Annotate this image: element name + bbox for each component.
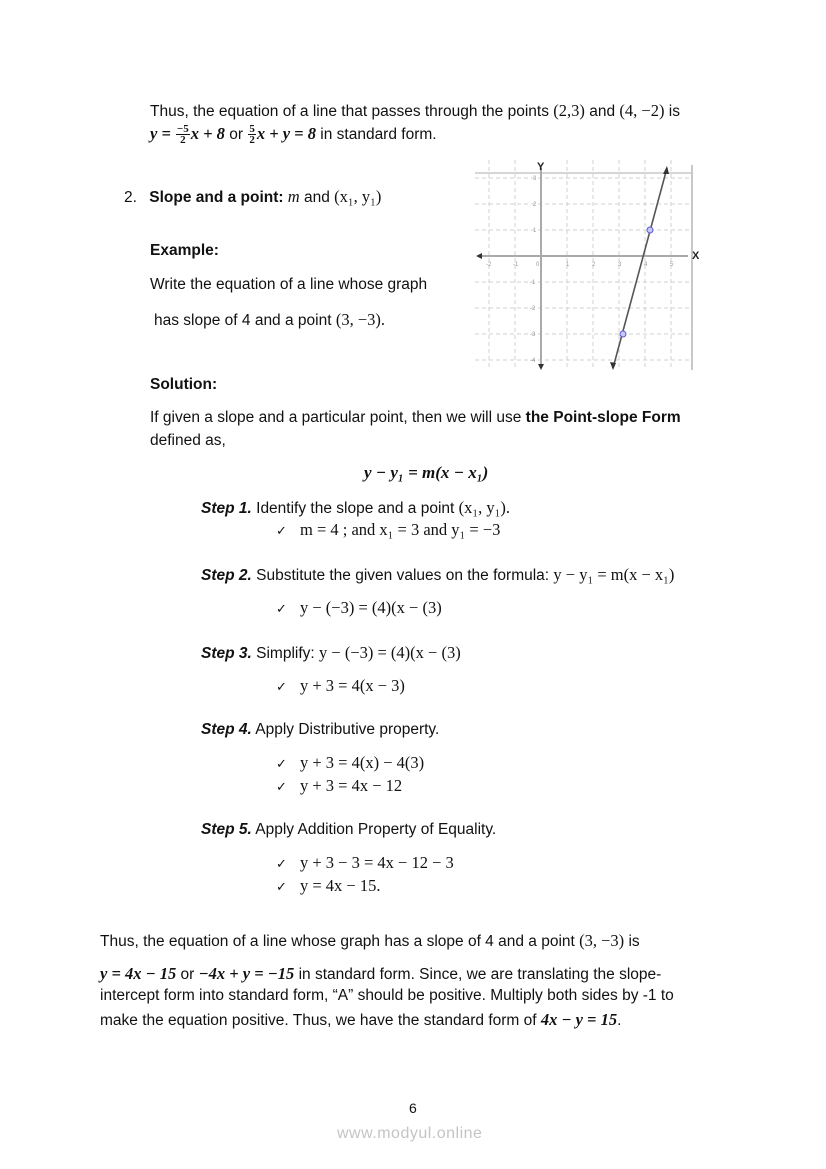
step-5-check-2: ✓ y = 4x − 15. <box>276 876 381 895</box>
step-5: Step 5. Apply Addition Property of Equality. <box>201 821 497 838</box>
step-4-check-1: ✓ y + 3 = 4(x) − 4(3) <box>276 753 425 772</box>
svg-text:2: 2 <box>592 262 596 268</box>
conclusion-line-4: make the equation positive. Thus, we have the standard form of 4x − y = 15. <box>100 1010 622 1029</box>
checkmark-icon: ✓ <box>276 680 287 695</box>
checkmark-icon: ✓ <box>276 602 287 617</box>
checkmark-icon: ✓ <box>276 757 287 772</box>
step-1: Step 1. Identify the slope and a point (x₁, y₁). <box>201 498 511 517</box>
step-2: Step 2. Substitute the given values on the formula: y − y₁ = m(x − x₁) <box>201 565 675 584</box>
point-slope-formula: y − y₁ = m(x − x₁) <box>364 463 489 482</box>
step-1-check: ✓ m = 4 ; and x₁ = 3 and y₁ = −3 <box>276 520 501 539</box>
example-heading: Example: <box>150 242 219 259</box>
intro-line-2: y = $\frac{-5}{2}$ x + 8 or $\frac{5}{2}$ x + y = 8 in standard form. <box>150 123 437 147</box>
step-4-check-2: ✓ y + 3 = 4x − 12 <box>276 776 403 795</box>
point-b: (4, −2) <box>619 101 665 120</box>
watermark: www.modyul.online <box>337 1125 483 1142</box>
coordinate-plane-svg <box>470 160 710 375</box>
step-3: Step 3. Simplify: y − (−3) = (4)(x − (3) <box>201 643 461 662</box>
svg-text:5: 5 <box>670 262 674 268</box>
svg-text:1: 1 <box>533 228 537 234</box>
solution-line-2: defined as, <box>150 432 226 449</box>
section-heading: 2. Slope and a point: m and (x₁, y₁) <box>124 187 382 206</box>
solution-line-1: If given a slope and a particular point, then we will use the Point-slope Form <box>150 409 681 426</box>
step-5-check-1: ✓ y + 3 − 3 = 4x − 12 − 3 <box>276 853 454 872</box>
step-3-check: ✓ y + 3 = 4(x − 3) <box>276 676 405 695</box>
solution-heading: Solution: <box>150 376 218 393</box>
svg-text:3: 3 <box>618 262 622 268</box>
conclusion-line-2: y = 4x − 15 or −4x + y = −15 in standard form. Since, we are translating the slope- <box>100 964 662 983</box>
step-2-check: ✓ y − (−3) = (4)(x − (3) <box>276 598 442 617</box>
svg-text:0: 0 <box>536 262 540 268</box>
point-a: (2,3) <box>553 101 585 120</box>
fraction-5-over-2: $\frac{5}{2}$ <box>249 123 255 147</box>
checkmark-icon: ✓ <box>276 857 287 872</box>
checkmark-icon: ✓ <box>276 780 287 795</box>
svg-text:-1: -1 <box>513 262 519 268</box>
intro-line-1: Thus, the equation of a line that passes through the points (2,3) and (4, −2) is <box>150 101 680 120</box>
svg-text:X: X <box>692 250 700 262</box>
page-number: 6 <box>409 1100 417 1116</box>
svg-text:2: 2 <box>533 202 537 208</box>
svg-text:-3: -3 <box>530 332 536 338</box>
svg-text:-4: -4 <box>530 358 536 364</box>
checkmark-icon: ✓ <box>276 880 287 895</box>
svg-text:-1: -1 <box>530 280 536 286</box>
fraction-neg-5-over-2: $\frac{-5}{2}$ <box>176 123 189 147</box>
svg-text:-2: -2 <box>486 262 492 268</box>
example-line-1: Write the equation of a line whose graph <box>150 276 428 293</box>
line-graph <box>470 160 710 375</box>
conclusion-line-1: Thus, the equation of a line whose graph has a slope of 4 and a point (3, −3) is <box>100 931 640 950</box>
example-line-2: has slope of 4 and a point (3, −3). <box>154 310 386 329</box>
svg-text:4: 4 <box>644 262 648 268</box>
checkmark-icon: ✓ <box>276 524 287 539</box>
svg-text:3: 3 <box>533 176 537 182</box>
conclusion-line-3: intercept form into standard form, “A” should be positive. Multiply both sides by -1 to <box>100 987 674 1004</box>
svg-text:Y: Y <box>537 161 545 173</box>
svg-text:1: 1 <box>566 262 570 268</box>
svg-text:-2: -2 <box>530 306 536 312</box>
step-4: Step 4. Apply Distributive property. <box>201 721 440 738</box>
